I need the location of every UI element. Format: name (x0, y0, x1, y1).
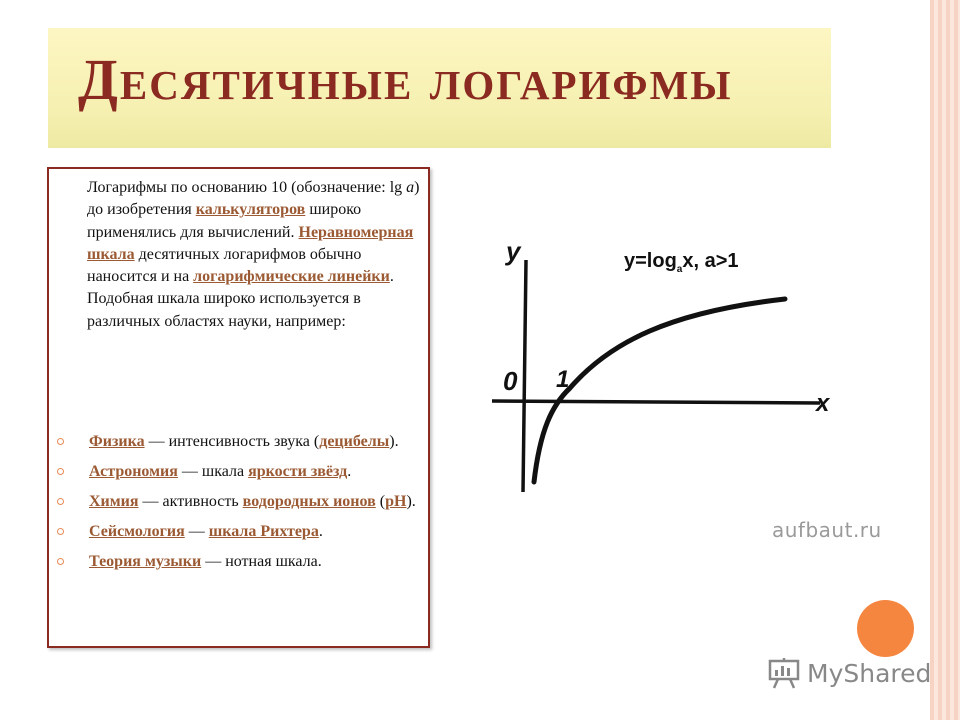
content-text-box (47, 167, 430, 648)
bullet-text: — нотная шкала. (201, 553, 322, 570)
intro-text-e: . Подобная шкала широко используется в различных областях науки, например: (87, 268, 394, 330)
bullet-tail: ). (406, 493, 416, 510)
graph-equation (624, 250, 739, 275)
link-music-theory[interactable]: Теория музыки (89, 553, 202, 570)
link-star-brightness[interactable]: яркости звёзд (248, 463, 348, 480)
decorative-right-border (930, 0, 960, 720)
link-decibels[interactable]: децибелы (319, 433, 390, 450)
intro-text-c: широко применялись для вычислений. (87, 201, 362, 241)
log-curve (534, 299, 785, 482)
bullet-text: — интенсивность звука ( (144, 433, 320, 450)
slide-title: Десятичные логарифмы (78, 47, 733, 112)
equation-main: y=log (624, 250, 677, 272)
link-uneven-scale[interactable]: Неравномерная шкала (87, 223, 414, 263)
intro-text-a: Логарифмы по основанию 10 (обозначение: lg (87, 179, 407, 196)
bullet-text: — (184, 523, 209, 540)
y-axis (523, 260, 526, 492)
decorative-circle (857, 600, 914, 657)
equation-base: a (676, 264, 683, 275)
intro-text-b: ) до изобретения (87, 179, 420, 219)
link-chemistry[interactable]: Химия (89, 493, 139, 510)
list-item (89, 551, 429, 573)
bullet-text: — шкала (177, 463, 249, 480)
x-axis (492, 401, 820, 403)
link-calculators[interactable]: калькуляторов (195, 201, 306, 219)
link-astronomy[interactable]: Астрономия (89, 463, 178, 480)
source-watermark: aufbaut.ru (772, 518, 882, 542)
link-richter-scale[interactable]: шкала Рихтера (208, 523, 319, 540)
link-hydrogen-ions[interactable]: водородных ионов (242, 493, 376, 510)
title-banner (48, 28, 831, 148)
intro-paragraph (87, 177, 422, 333)
intro-text-d: десятичных логарифмов обычно наносится и на (87, 245, 362, 286)
link-seismology[interactable]: Сейсмология (89, 523, 185, 540)
origin-label: 0 (503, 366, 518, 396)
bullet-icon (57, 528, 64, 535)
equation-rest: x, a>1 (682, 250, 739, 272)
bullet-icon (57, 498, 64, 505)
bullet-icon (57, 558, 64, 565)
bullet-text: — активность (138, 493, 243, 510)
link-slide-rules[interactable]: логарифмические линейки (193, 268, 390, 286)
bullet-tail: . (347, 463, 352, 480)
list-item (89, 521, 429, 543)
examples-list (89, 431, 429, 581)
logo-text: MyShared (807, 658, 932, 688)
bullet-tail: ). (389, 433, 399, 450)
bullet-tail: . (318, 523, 323, 540)
bullet-icon (57, 468, 64, 475)
presentation-icon (767, 656, 801, 690)
list-item (89, 461, 429, 483)
link-ph[interactable]: pH (385, 493, 407, 510)
link-physics[interactable]: Физика (89, 433, 145, 450)
y-axis-label: y (506, 236, 521, 266)
x-axis-label: x (816, 390, 830, 417)
one-tick-label: 1 (556, 366, 570, 393)
list-item (89, 431, 429, 453)
list-item (89, 491, 429, 513)
bullet-icon (57, 438, 64, 445)
bullet-mid: ( (375, 493, 386, 510)
myshared-logo (767, 656, 931, 690)
intro-variable: a (406, 179, 415, 196)
